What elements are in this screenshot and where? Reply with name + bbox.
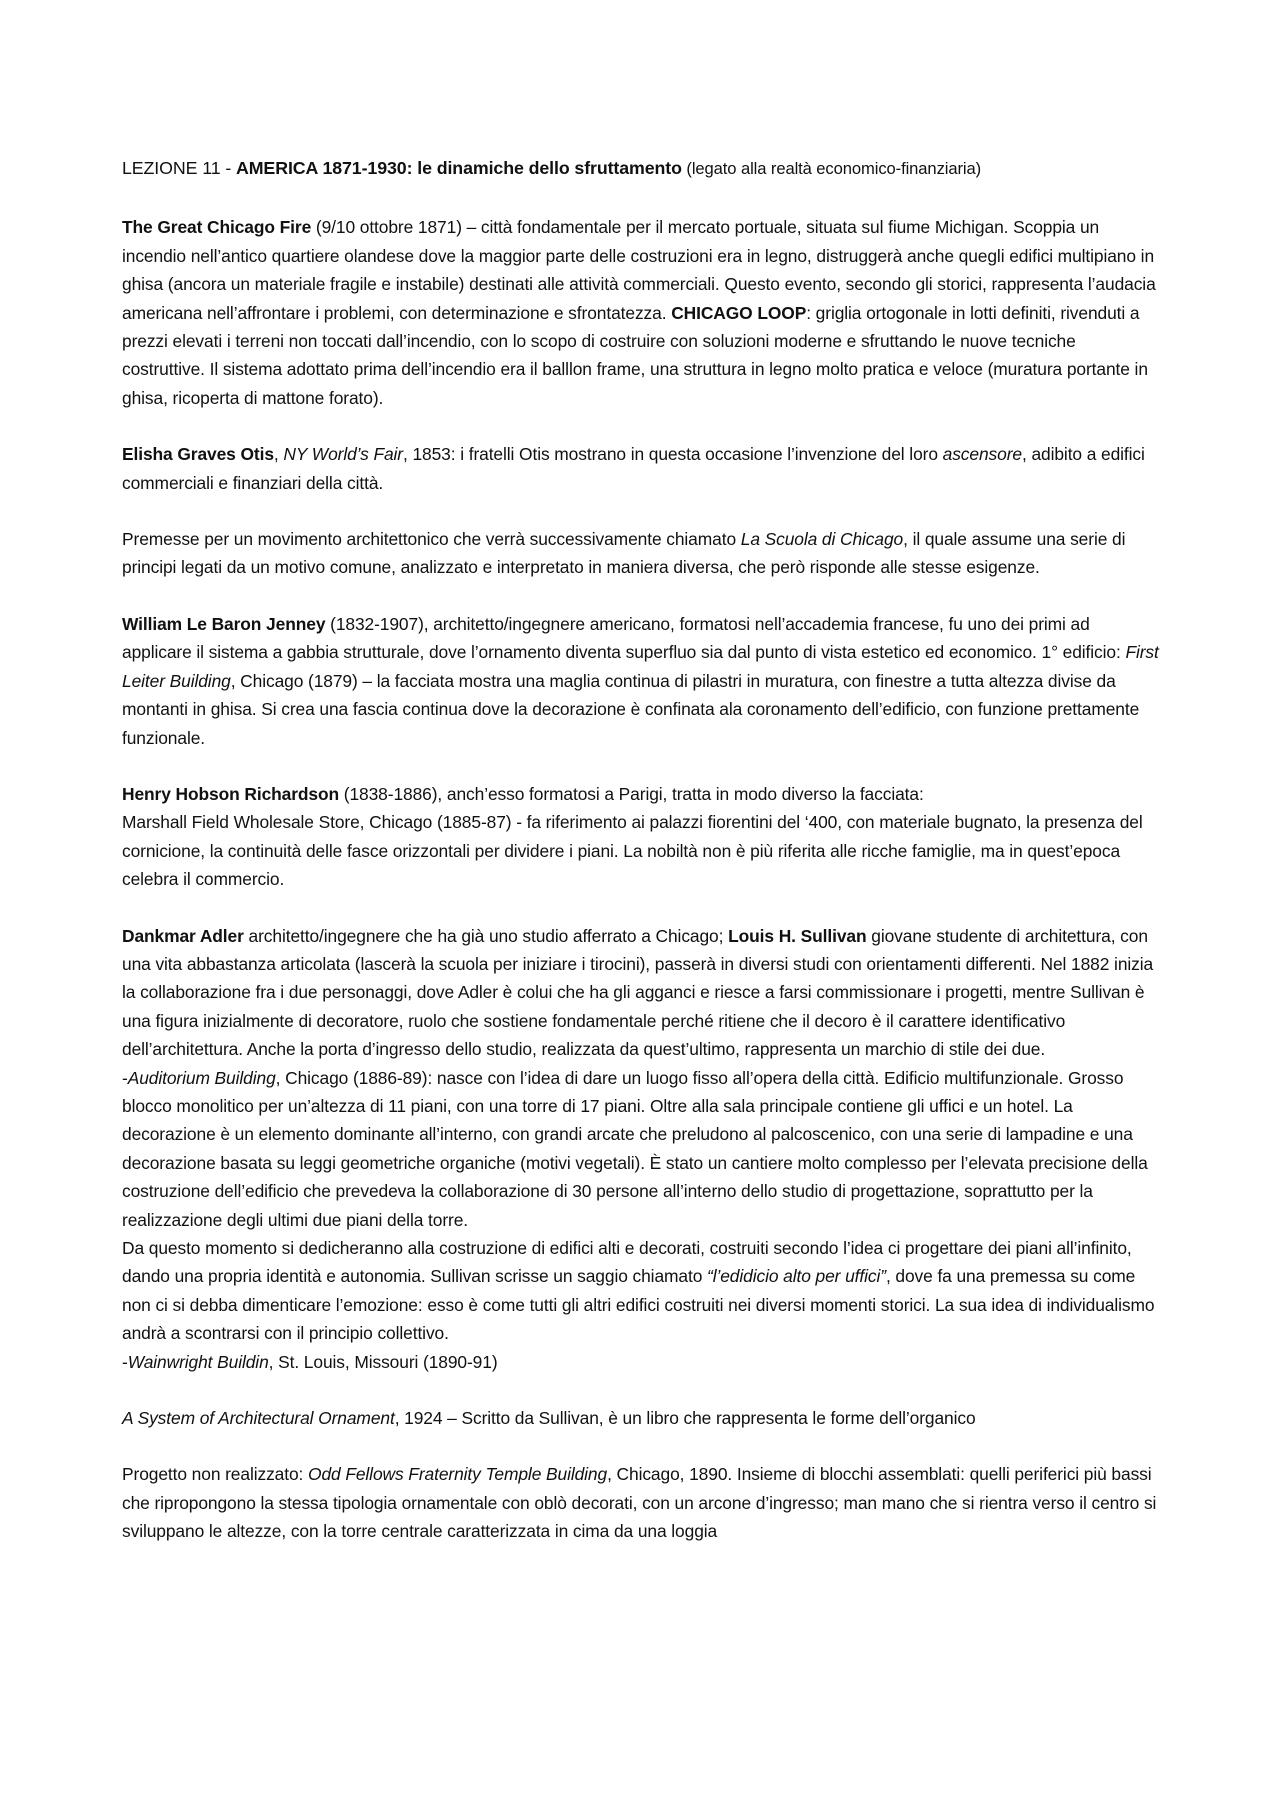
paragraph-richardson: [122, 780, 1162, 894]
title-suffix: (legato alla realtà economico-finanziaria): [681, 159, 982, 178]
paragraph-text: , Chicago, 1890. Insieme di blocchi assemblati: quelli periferici più bassi che ripropongono la stessa tipologia ornamentale con oblò decorati, con un arcone d’ingresso; man mano che si rientra verso il centro si sviluppano le altezze, con la torre centrale caratterizzata in cima da una loggia: [122, 1464, 1157, 1542]
italic-term: Auditorium Building: [127, 1067, 276, 1088]
bold-term: CHICAGO LOOP: [671, 302, 807, 323]
paragraph-text: , 1853: i fratelli Otis mostrano in questa occasione l’invenzione del loro: [403, 444, 943, 465]
paragraph-jenney: [122, 610, 1162, 752]
paragraph-text: , dove fa una premessa su come non ci si debba dimenticare l’emozione: esso è come tutti gli altri edifici costruiti nei diversi momenti storici. La sua idea di individualismo andrà a scontrarsi con il principio collettivo.: [122, 1266, 1155, 1344]
paragraph-system-ornament: [122, 1404, 1162, 1432]
italic-term: Odd Fellows Fraternity Temple Building: [308, 1464, 608, 1485]
paragraph-text: Premesse per un movimento architettonico che verrà successivamente chiamato: [122, 529, 741, 550]
bold-term: Dankmar Adler: [122, 925, 244, 946]
title-bold: AMERICA 1871-1930: le dinamiche dello sfruttamento: [235, 158, 682, 178]
paragraph-text: architetto/ingegnere che ha già uno studio afferrato a Chicago;: [243, 925, 729, 946]
paragraph-chicago-fire: [122, 213, 1162, 412]
bold-term: Elisha Graves Otis: [122, 444, 274, 465]
italic-term: ascensore: [942, 444, 1022, 465]
paragraph-text: (1838-1886), anch’esso formatosi a Parigi, tratta in modo diverso la facciata:: [339, 783, 924, 804]
bold-term: The Great Chicago Fire: [122, 217, 312, 238]
paragraph-text: Progetto non realizzato:: [122, 1464, 309, 1485]
italic-term: Wainwright Buildin: [127, 1351, 269, 1372]
paragraph-text: , Chicago (1886-89): nasce con l’idea di dare un luogo fisso all’opera della città. Edificio multifunzionale. Grosso blocco monolitico per un’altezza di 11 piani, con una torre di 17 piani. Oltre alla sala principale contiene gli uffici e un hotel. La decorazione è un elemento dominante all’interno, con grandi arcate che preludono al palcoscenico, con una serie di lampadine e una decorazione basata su leggi geometriche organiche (motivi vegetali). È stato un cantiere molto complesso per l’elevata precisione della costruzione dell’edificio che prevedeva la collaborazione di 30 persone all’interno dello studio di progettazione, soprattutto per la realizzazione degli ultimi due piani della torre.: [122, 1067, 1148, 1230]
paragraph-text: Da questo momento si dedicheranno alla costruzione di edifici alti e decorati, costruiti secondo l’idea ci progettare dei piani all’infinito, dando una propria identità e autonomia. Sullivan scrisse un saggio chiamato: [122, 1238, 1132, 1287]
paragraph-odd-fellows: [122, 1460, 1162, 1545]
dash: -: [122, 1351, 128, 1372]
paragraph-text: ,: [273, 444, 284, 465]
paragraph-text: , Chicago (1879) – la facciata mostra una maglia continua di pilastri in muratura, con finestre a tutta altezza divise da montanti in ghisa. Si crea una fascia continua dove la decorazione è confinata ala coronamento dell’edificio, con funzione prettamente funzionale.: [122, 670, 1140, 748]
auditorium-line: [122, 1064, 1162, 1234]
lesson-title: [122, 154, 1162, 183]
paragraph-text: , St. Louis, Missouri (1890-91): [268, 1351, 498, 1372]
italic-term: First Leiter Building: [122, 642, 1159, 691]
italic-term: NY World’s Fair: [283, 444, 403, 465]
italic-term: A System of Architectural Ornament: [122, 1408, 395, 1429]
wainwright-line: [122, 1348, 1162, 1376]
paragraph-text: , adibito a edifici commerciali e finanziari della città.: [122, 444, 1145, 493]
title-prefix: LEZIONE 11 -: [122, 158, 236, 178]
italic-term: La Scuola di Chicago: [740, 529, 904, 550]
bold-term: Henry Hobson Richardson: [122, 783, 340, 804]
dash: -: [122, 1067, 128, 1088]
skyscraper-line: [122, 1234, 1162, 1348]
bold-term: Louis H. Sullivan: [728, 925, 867, 946]
paragraph-text: : griglia ortogonale in lotti definiti, rivenduti a prezzi elevati i terreni non toccati dall’incendio, con lo scopo di costruire con soluzioni moderne e sfruttando le nuove tecniche costruttive. Il sistema adottato prima dell’incendio era il balllon frame, una struttura in legno molto pratica e veloce (muratura portante in ghisa, ricoperta di mattone forato).: [122, 302, 1148, 408]
paragraph-text: (1832-1907), architetto/ingegnere americano, formatosi nell’accademia francese, fu uno dei primi ad applicare il sistema a gabbia strutturale, dove l’ornamento diventa superfluo sia dal punto di vista estetico ed economico. 1° edificio:: [122, 613, 1126, 663]
bold-term: William Le Baron Jenney: [122, 613, 326, 634]
paragraph-text: , il quale assume una serie di principi legati da un motivo comune, analizzato e interpretato in maniera diversa, che però risponde alle stesse esigenze.: [122, 529, 1126, 578]
italic-term: “l’edidicio alto per uffici”: [707, 1266, 886, 1287]
paragraph-adler-sullivan: [122, 922, 1162, 1377]
paragraph-otis: [122, 440, 1162, 497]
paragraph-text: Marshall Field Wholesale Store, Chicago (1885-87) - fa riferimento ai palazzi fiorentini del ‘400, con materiale bugnato, la presenza del cornicione, la continuità delle fasce orizzontali per dividere i piani. La nobiltà non è più riferita alle ricche famiglie, ma in quest’epoca celebra il commercio.: [122, 812, 1143, 890]
paragraph-text: (9/10 ottobre 1871) – città fondamentale per il mercato portuale, situata sul fiume Michigan. Scoppia un incendio nell’antico quartiere olandese dove la maggior parte delle costruzioni era in legno, distruggerà anche quegli edifici multipiano in ghisa (ancora un materiale fragile e instabile) destinati alle attività commerciali. Questo evento, secondo gli storici, rappresenta l’audacia americana nell’affrontare i problemi, con determinazione e sfrontatezza.: [122, 217, 1156, 323]
paragraph-text: giovane studente di architettura, con una vita abbastanza articolata (lascerà la scuola per iniziare i tirocini), passerà in diversi studi con orientamenti differenti. Nel 1882 inizia la collaborazione fra i due personaggi, dove Adler è colui che ha gli agganci e riesce a farsi commissionare i progetti, mentre Sullivan è una figura inizialmente di decoratore, ruolo che sostiene fondamentale perché ritiene che il decoro è il carattere identificativo dell’architettura. Anche la porta d’ingresso dello studio, realizzata da quest’ultimo, rappresenta un marchio di stile dei due.: [122, 925, 1154, 1060]
paragraph-scuola-chicago: [122, 525, 1162, 582]
paragraph-text: , 1924 – Scritto da Sullivan, è un libro che rappresenta le forme dell’organico: [394, 1408, 976, 1429]
